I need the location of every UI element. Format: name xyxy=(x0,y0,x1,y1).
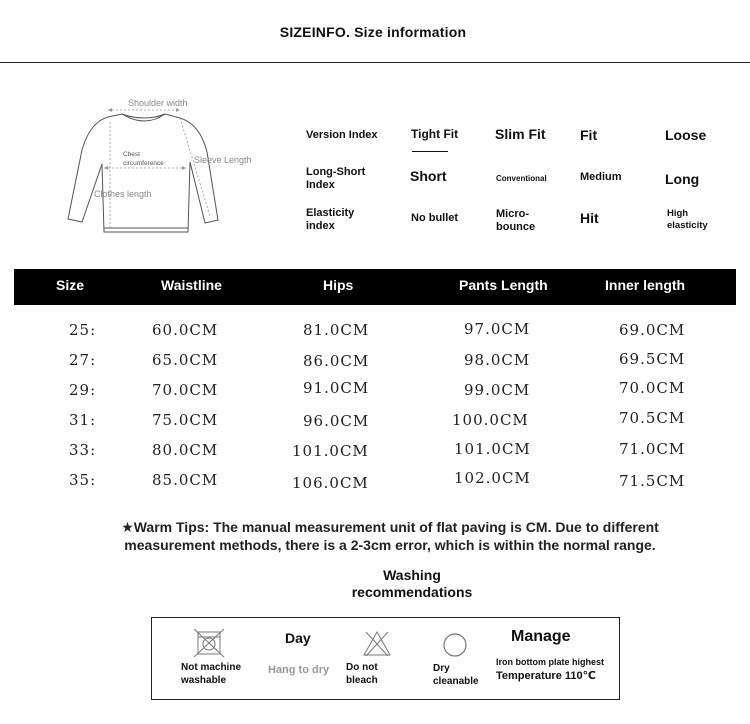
table-cell: 75.0CM xyxy=(152,411,219,429)
long-option: Long xyxy=(665,171,700,187)
table-cell: 80.0CM xyxy=(152,441,219,459)
table-cell: 101.0CM xyxy=(454,440,531,458)
table-cell: 25: xyxy=(69,321,97,339)
col-pants-length: Pants Length xyxy=(459,277,548,293)
table-cell: 35: xyxy=(69,471,97,489)
table-cell: 69.5CM xyxy=(619,350,686,368)
fit-option: Fit xyxy=(580,127,598,143)
warm-tips-line-1: ★Warm Tips: The manual measurement unit of flat paving is CM. Due to different xyxy=(121,519,659,535)
washing-title xyxy=(330,567,494,601)
washing-recommendations-box xyxy=(151,617,620,700)
col-waistline: Waistline xyxy=(161,277,222,293)
table-cell: 85.0CM xyxy=(152,471,219,489)
table-cell: 65.0CM xyxy=(152,351,219,369)
manage-heading: Manage xyxy=(511,628,571,645)
day-heading: Day xyxy=(285,630,311,646)
short-option: Short xyxy=(410,168,447,184)
table-cell: 91.0CM xyxy=(303,379,370,397)
col-inner-length: Inner length xyxy=(605,277,686,293)
tight-fit-selected-underline xyxy=(412,151,448,152)
micro-bounce-option-2: bounce xyxy=(496,221,536,233)
table-cell: 31: xyxy=(69,411,97,429)
page-title: SIZEINFO. Size information xyxy=(279,24,467,40)
table-cell: 96.0CM xyxy=(303,412,370,430)
loose-option: Loose xyxy=(665,127,707,143)
table-cell: 98.0CM xyxy=(464,351,531,369)
long-short-index-label-2: Index xyxy=(306,179,335,191)
dry-cleanable-label-1: Dry xyxy=(433,663,450,674)
col-hips: Hips xyxy=(323,277,354,293)
sweater-outline-icon xyxy=(60,92,270,242)
iron-instruction-2: Temperature 110℃ xyxy=(496,670,596,682)
no-bleach-icon xyxy=(362,630,392,658)
no-bullet-option: No bullet xyxy=(411,212,459,224)
elasticity-index-label-1: Elasticity xyxy=(306,207,355,219)
iron-instruction-1: Iron bottom plate highest xyxy=(496,657,604,667)
table-cell: 86.0CM xyxy=(303,352,370,370)
do-not-bleach-label-1: Do not xyxy=(346,662,378,673)
table-cell: 102.0CM xyxy=(454,469,531,487)
chest-label-2: circumference xyxy=(123,160,164,167)
medium-option: Medium xyxy=(580,171,622,183)
chest-label-1: Chest xyxy=(123,151,140,158)
table-cell: 71.5CM xyxy=(619,472,686,490)
dry-clean-icon xyxy=(442,632,468,658)
table-cell: 27: xyxy=(69,351,97,369)
table-cell: 99.0CM xyxy=(464,381,531,399)
high-elasticity-option-2: elasticity xyxy=(667,220,708,231)
washing-title-line-2: recommendations xyxy=(351,584,473,600)
table-cell: 71.0CM xyxy=(619,440,686,458)
table-cell: 69.0CM xyxy=(619,321,686,339)
table-cell: 70.0CM xyxy=(619,379,686,397)
clothes-length-label: Clothes length xyxy=(94,189,152,199)
table-cell: 81.0CM xyxy=(303,321,370,339)
table-cell: 33: xyxy=(69,441,97,459)
table-cell: 100.0CM xyxy=(452,411,529,429)
high-elasticity-option-1: High xyxy=(667,208,689,219)
elasticity-index-label-2: index xyxy=(306,220,335,232)
table-cell: 70.0CM xyxy=(152,381,219,399)
slim-fit-option: Slim Fit xyxy=(495,126,546,142)
hang-to-dry-label: Hang to dry xyxy=(268,664,330,676)
table-cell: 70.5CM xyxy=(619,409,686,427)
title-divider xyxy=(0,62,750,63)
not-machine-washable-label-2: washable xyxy=(181,675,227,686)
warm-tips xyxy=(40,518,740,554)
hit-option: Hit xyxy=(580,210,599,226)
warm-tips-line-2: measurement methods, there is a 2-3cm error, which is within the normal range. xyxy=(124,537,656,553)
no-machine-wash-icon xyxy=(192,628,226,658)
not-machine-washable-label-1: Not machine xyxy=(181,662,242,673)
micro-bounce-option-1: Micro- xyxy=(496,208,529,220)
table-cell: 29: xyxy=(69,381,97,399)
col-size: Size xyxy=(56,277,85,293)
size-table-header xyxy=(14,269,736,305)
garment-diagram xyxy=(60,92,270,242)
do-not-bleach-label-2: bleach xyxy=(346,675,378,686)
tight-fit-option: Tight Fit xyxy=(411,127,459,141)
version-index-label: Version Index xyxy=(306,129,378,141)
washing-title-line-1: Washing xyxy=(383,567,441,583)
sleeve-length-label: Sleeve Length xyxy=(194,155,252,165)
table-cell: 101.0CM xyxy=(292,442,369,460)
table-cell: 106.0CM xyxy=(292,474,369,492)
dry-cleanable-label-2: cleanable xyxy=(433,676,479,687)
shoulder-width-label: Shoulder width xyxy=(128,98,188,108)
table-cell: 97.0CM xyxy=(464,320,531,338)
conventional-option: Conventional xyxy=(496,174,547,183)
long-short-index-label-1: Long-Short xyxy=(306,166,366,178)
table-cell: 60.0CM xyxy=(152,321,219,339)
